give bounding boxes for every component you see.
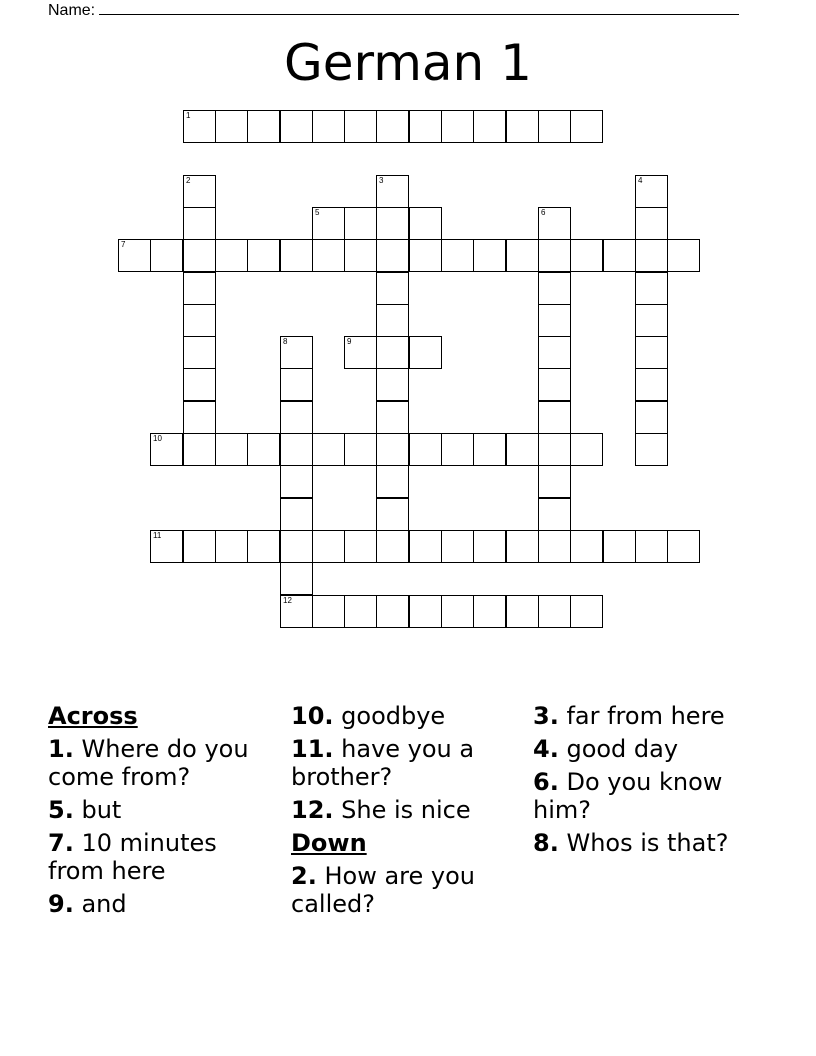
grid-cell[interactable] [473, 595, 506, 628]
clue-number: 10. [291, 702, 334, 730]
grid-cell[interactable] [376, 207, 409, 240]
down-heading: Down [291, 829, 367, 857]
grid-cell[interactable] [280, 110, 313, 143]
clue-number: 11. [291, 735, 334, 763]
grid-cell[interactable] [312, 239, 345, 272]
clue-text: She is nice [333, 796, 471, 824]
grid-cell[interactable] [183, 207, 216, 240]
clue-text: far from here [558, 702, 725, 730]
grid-cell[interactable] [409, 239, 442, 272]
grid-cell[interactable] [183, 433, 216, 466]
grid-cell[interactable] [183, 239, 216, 272]
clue-down-6 [533, 768, 763, 824]
grid-cell[interactable] [280, 368, 313, 401]
grid-cell[interactable] [150, 530, 183, 563]
clue-number: 8. [533, 829, 559, 857]
clue-across-11 [291, 735, 521, 791]
cell-number: 9 [347, 337, 352, 346]
grid-cell[interactable] [247, 239, 280, 272]
grid-cell[interactable] [441, 595, 474, 628]
clue-down-4 [533, 735, 763, 763]
grid-cell[interactable] [183, 530, 216, 563]
cell-number: 7 [121, 240, 126, 249]
grid-cell[interactable] [409, 207, 442, 240]
grid-cell[interactable] [150, 433, 183, 466]
grid-cell[interactable] [409, 336, 442, 369]
grid-cell[interactable] [570, 595, 603, 628]
grid-cell[interactable] [280, 336, 313, 369]
clue-text: Do you know him? [533, 768, 723, 824]
grid-cell[interactable] [376, 595, 409, 628]
grid-cell[interactable] [538, 401, 571, 434]
grid-cell[interactable] [473, 239, 506, 272]
grid-cell[interactable] [635, 433, 668, 466]
cell-number: 4 [638, 176, 643, 185]
grid-cell[interactable] [635, 207, 668, 240]
grid-cell[interactable] [280, 465, 313, 498]
clue-text: How are you called? [291, 862, 475, 918]
cell-number: 1 [186, 111, 191, 120]
grid-cell[interactable] [409, 433, 442, 466]
clue-text: good day [558, 735, 679, 763]
grid-cell[interactable] [344, 530, 377, 563]
grid-cell[interactable] [280, 401, 313, 434]
grid-cell[interactable] [215, 110, 248, 143]
clue-down-3 [533, 702, 763, 730]
grid-cell[interactable] [409, 595, 442, 628]
grid-cell[interactable] [280, 498, 313, 531]
grid-cell[interactable] [312, 207, 345, 240]
cell-number: 11 [153, 531, 162, 540]
grid-cell[interactable] [376, 530, 409, 563]
clue-across-10 [291, 702, 521, 730]
grid-cell[interactable] [344, 110, 377, 143]
grid-cell[interactable] [635, 530, 668, 563]
grid-cell[interactable] [538, 304, 571, 337]
clue-number: 7. [48, 829, 74, 857]
cell-number: 2 [186, 176, 191, 185]
grid-cell[interactable] [280, 595, 313, 628]
grid-cell[interactable] [376, 368, 409, 401]
grid-cell[interactable] [312, 595, 345, 628]
clue-across-7 [48, 829, 278, 885]
grid-cell[interactable] [183, 175, 216, 208]
grid-cell[interactable] [603, 239, 636, 272]
grid-cell[interactable] [538, 433, 571, 466]
grid-cell[interactable] [344, 433, 377, 466]
grid-cell[interactable] [538, 595, 571, 628]
clue-across-5 [48, 796, 278, 824]
grid-cell[interactable] [183, 304, 216, 337]
grid-cell[interactable] [376, 465, 409, 498]
grid-cell[interactable] [376, 304, 409, 337]
grid-cell[interactable] [441, 530, 474, 563]
grid-cell[interactable] [635, 175, 668, 208]
grid-cell[interactable] [183, 401, 216, 434]
cell-number: 6 [541, 208, 546, 217]
grid-cell[interactable] [183, 110, 216, 143]
grid-cell[interactable] [538, 465, 571, 498]
grid-cell[interactable] [538, 368, 571, 401]
clues-column-2 [291, 702, 521, 923]
grid-cell[interactable] [506, 239, 539, 272]
grid-cell[interactable] [280, 433, 313, 466]
grid-cell[interactable] [312, 530, 345, 563]
clue-number: 1. [48, 735, 74, 763]
grid-cell[interactable] [376, 498, 409, 531]
grid-cell[interactable] [312, 110, 345, 143]
grid-cell[interactable] [635, 368, 668, 401]
clue-number: 9. [48, 890, 74, 918]
grid-cell[interactable] [635, 401, 668, 434]
grid-cell[interactable] [473, 110, 506, 143]
clue-number: 3. [533, 702, 559, 730]
clue-text: Where do you come from? [48, 735, 249, 791]
grid-cell[interactable] [183, 272, 216, 305]
grid-cell[interactable] [441, 239, 474, 272]
cell-number: 8 [283, 337, 288, 346]
grid-cell[interactable] [280, 530, 313, 563]
grid-cell[interactable] [312, 433, 345, 466]
grid-cell[interactable] [150, 239, 183, 272]
clue-text: 10 minutes from here [48, 829, 217, 885]
grid-cell[interactable] [667, 239, 700, 272]
grid-cell[interactable] [506, 433, 539, 466]
clue-across-9 [48, 890, 278, 918]
clue-down-8 [533, 829, 763, 857]
grid-cell[interactable] [441, 110, 474, 143]
clues-column-1 [48, 702, 278, 923]
clue-down-2 [291, 862, 521, 918]
grid-cell[interactable] [280, 562, 313, 595]
grid-cell[interactable] [247, 433, 280, 466]
grid-cell[interactable] [280, 239, 313, 272]
grid-cell[interactable] [118, 239, 151, 272]
grid-cell[interactable] [667, 530, 700, 563]
clue-text: Whos is that? [558, 829, 729, 857]
grid-cell[interactable] [570, 110, 603, 143]
grid-cell[interactable] [506, 595, 539, 628]
grid-cell[interactable] [344, 336, 377, 369]
clue-across-1 [48, 735, 278, 791]
grid-cell[interactable] [376, 336, 409, 369]
clue-text: and [73, 890, 127, 918]
grid-cell[interactable] [247, 110, 280, 143]
clue-text: goodbye [333, 702, 446, 730]
clues-column-3 [533, 702, 763, 862]
clue-number: 5. [48, 796, 74, 824]
name-label: Name: [48, 2, 96, 19]
clue-number: 2. [291, 862, 317, 890]
grid-cell[interactable] [376, 110, 409, 143]
grid-cell[interactable] [473, 433, 506, 466]
grid-cell[interactable] [570, 239, 603, 272]
clue-number: 12. [291, 796, 334, 824]
cell-number: 12 [283, 596, 292, 605]
cell-number: 3 [379, 176, 384, 185]
grid-cell[interactable] [570, 530, 603, 563]
grid-cell[interactable] [215, 239, 248, 272]
grid-cell[interactable] [215, 530, 248, 563]
grid-cell[interactable] [635, 304, 668, 337]
grid-cell[interactable] [538, 336, 571, 369]
grid-cell[interactable] [247, 530, 280, 563]
grid-cell[interactable] [376, 433, 409, 466]
clue-across-12 [291, 796, 521, 824]
grid-cell[interactable] [376, 239, 409, 272]
grid-cell[interactable] [635, 239, 668, 272]
clue-text: but [73, 796, 122, 824]
grid-cell[interactable] [344, 595, 377, 628]
grid-cell[interactable] [376, 272, 409, 305]
grid-cell[interactable] [473, 530, 506, 563]
grid-cell[interactable] [441, 433, 474, 466]
grid-cell[interactable] [376, 401, 409, 434]
puzzle-title: German 1 [284, 34, 532, 92]
grid-cell[interactable] [183, 368, 216, 401]
grid-cell[interactable] [538, 272, 571, 305]
clue-text: have you a brother? [291, 735, 475, 791]
grid-cell[interactable] [215, 433, 248, 466]
grid-cell[interactable] [409, 110, 442, 143]
grid-cell[interactable] [635, 272, 668, 305]
grid-cell[interactable] [409, 530, 442, 563]
cell-number: 5 [315, 208, 320, 217]
grid-cell[interactable] [506, 530, 539, 563]
grid-cell[interactable] [603, 530, 636, 563]
grid-cell[interactable] [538, 239, 571, 272]
clue-number: 6. [533, 768, 559, 796]
grid-cell[interactable] [538, 530, 571, 563]
grid-cell[interactable] [538, 498, 571, 531]
grid-cell[interactable] [344, 239, 377, 272]
grid-cell[interactable] [506, 110, 539, 143]
grid-cell[interactable] [635, 336, 668, 369]
grid-cell[interactable] [376, 175, 409, 208]
grid-cell[interactable] [183, 336, 216, 369]
grid-cell[interactable] [570, 433, 603, 466]
cell-number: 10 [153, 434, 162, 443]
grid-cell[interactable] [344, 207, 377, 240]
grid-cell[interactable] [538, 207, 571, 240]
clue-number: 4. [533, 735, 559, 763]
grid-cell[interactable] [538, 110, 571, 143]
across-heading: Across [48, 702, 138, 730]
